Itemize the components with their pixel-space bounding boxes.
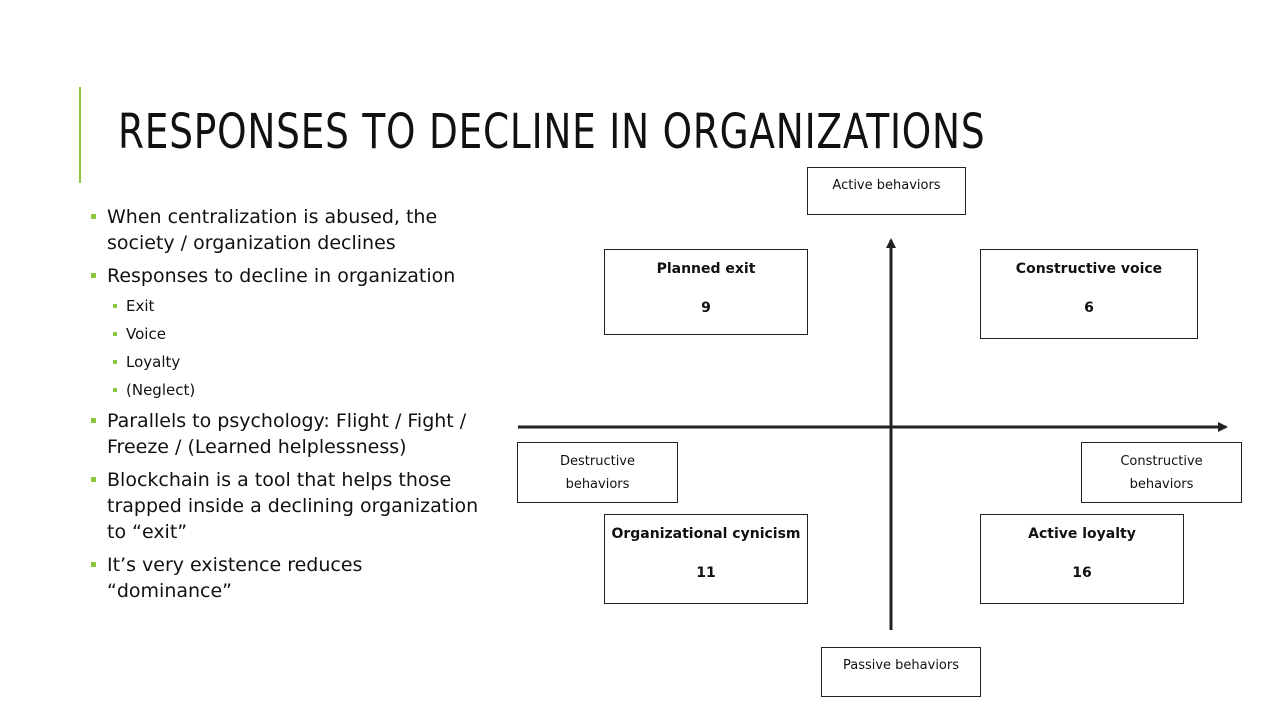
quadrant-value: 9 [701, 300, 711, 316]
quadrant-value: 16 [1072, 565, 1092, 581]
sub-bullet-item: Exit [88, 296, 488, 316]
bullet-item: Parallels to psychology: Flight / Fight / Freeze / (Learned helplessness) [88, 408, 488, 460]
axis-label-passive [821, 647, 981, 697]
quadrant-planned-exit [604, 249, 808, 335]
axis-label-constructive-line1: Constructive [1120, 453, 1203, 469]
quadrant-active-loyalty [980, 514, 1184, 604]
axis-label-passive-text: Passive behaviors [842, 658, 960, 673]
quadrant-value: 11 [696, 565, 716, 581]
quadrant-label: Planned exit [656, 261, 756, 277]
axis-label-constructive [1081, 442, 1242, 503]
quadrant-constructive-voice [980, 249, 1198, 339]
sub-bullet-item: (Neglect) [88, 380, 488, 400]
axis-label-destructive-line1: Destructive [559, 453, 635, 469]
bullet-item: Blockchain is a tool that helps those trapped inside a declining organization to “exit” [88, 467, 488, 545]
axis-label-destructive-line2: behaviors [565, 476, 630, 492]
axis-label-constructive-line2: behaviors [1129, 476, 1194, 492]
slide-title: RESPONSES TO DECLINE IN ORGANIZATIONS [118, 104, 986, 160]
quadrant-value: 6 [1084, 300, 1094, 316]
quadrant-label: Organizational cynicism [611, 526, 801, 542]
sub-bullet-item: Loyalty [88, 352, 488, 372]
axis-label-active [807, 167, 966, 215]
axis-label-destructive [517, 442, 678, 503]
quadrant-label: Active loyalty [1028, 526, 1136, 542]
axis-label-active-text: Active behaviors [832, 178, 941, 193]
bullet-item: Responses to decline in organization [88, 263, 488, 289]
quadrant-label: Constructive voice [1015, 261, 1163, 277]
bullet-item: It’s very existence reduces “dominance” [88, 552, 488, 604]
bullet-item: When centralization is abused, the society / organization declines [88, 204, 488, 256]
sub-bullet-item: Voice [88, 324, 488, 344]
quadrant-organizational-cynicism [604, 514, 808, 604]
